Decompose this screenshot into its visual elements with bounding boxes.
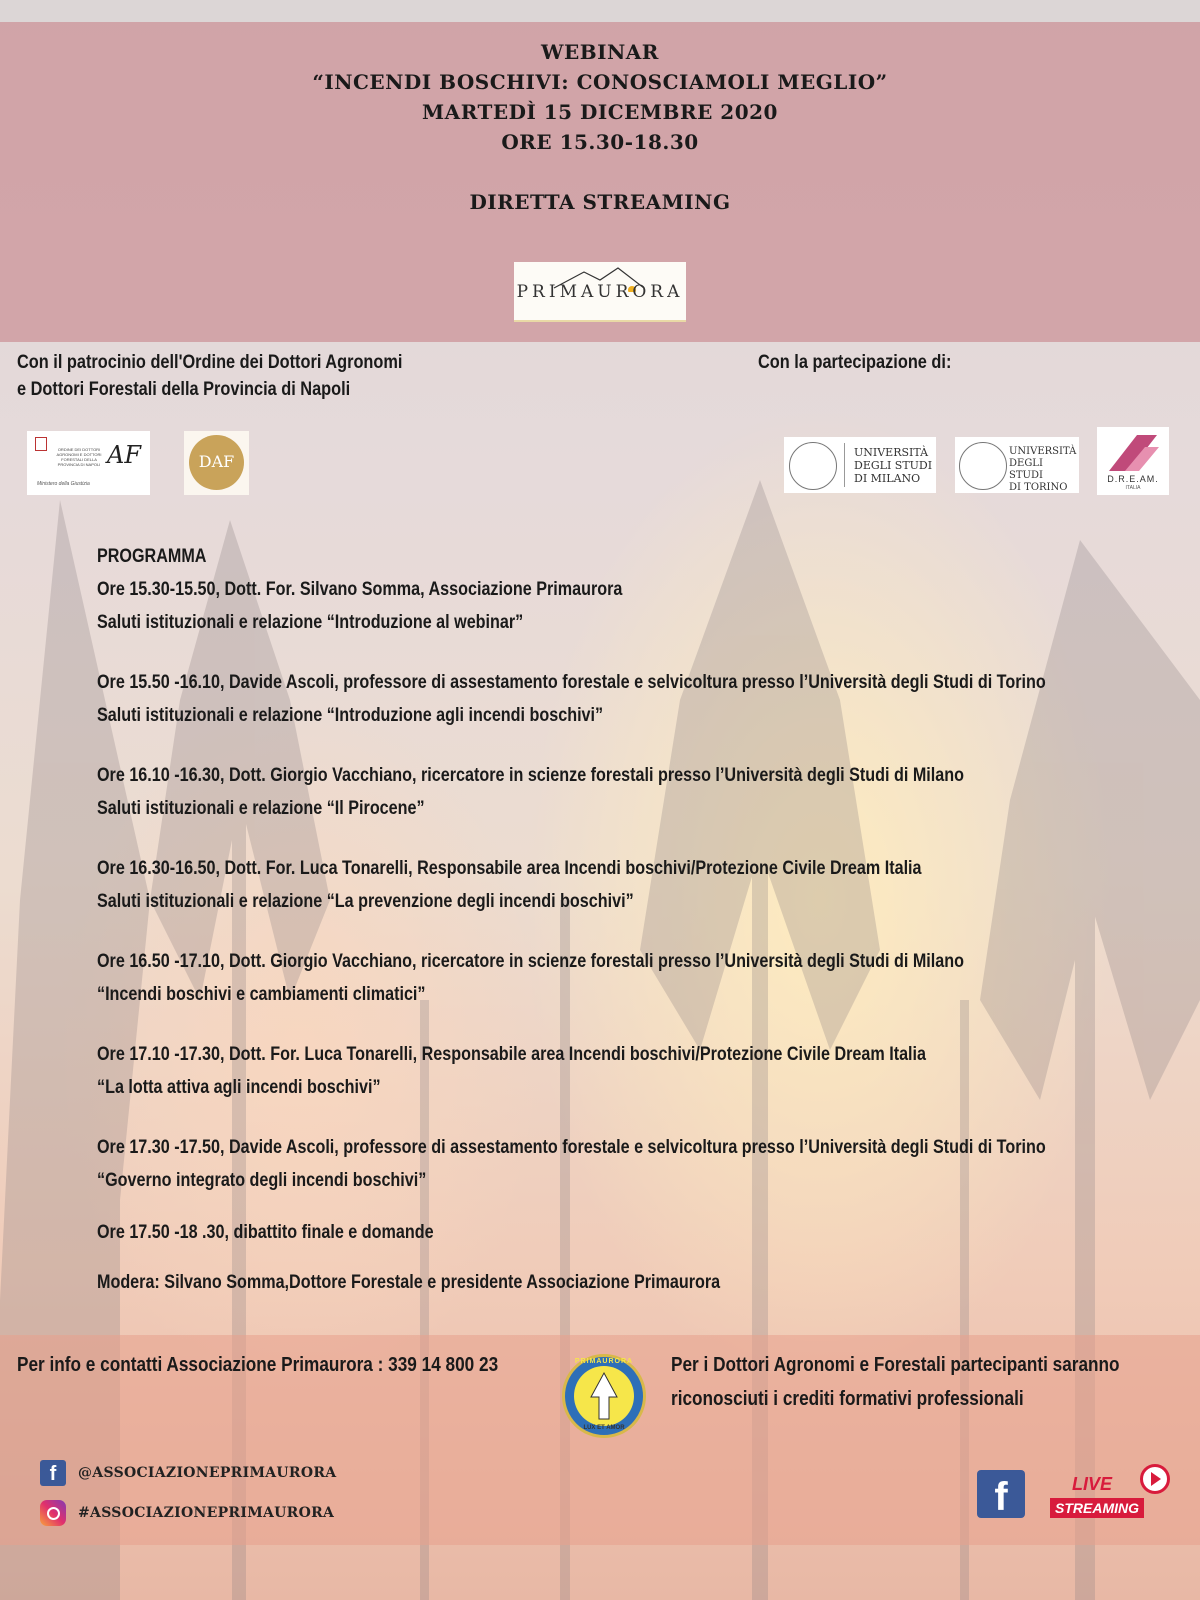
ordine-agronomi-logo-sub: Ministero della Giustizia <box>37 481 90 487</box>
unimi-seal-icon <box>789 442 837 490</box>
unimi-line3: DI MILANO <box>854 472 921 485</box>
program-item-2-line1: Ore 15.50 -16.10, Davide Ascoli, professore di assestamento forestale e selvicoltura presso l’Università degli Studi di Torino <box>97 672 1046 693</box>
dream-logo-sub: ITALIA <box>1125 485 1141 491</box>
badge-bottom-text: LUX ET AMOR <box>583 1425 625 1431</box>
program-item-6-line1: Ore 17.10 -17.30, Dott. For. Luca Tonarelli, Responsabile area Incendi boschivi/Protezione Civile Dream Italia <box>97 1044 927 1065</box>
program-item-5-line2: “Incendi boschivi e cambiamenti climatici” <box>97 984 426 1005</box>
unito-line3: DI TORINO <box>1009 482 1068 493</box>
unimi-line2: DEGLI STUDI <box>854 459 933 472</box>
participation-title: Con la partecipazione di: <box>758 352 952 373</box>
facebook-icon[interactable]: f <box>40 1460 66 1486</box>
program-item-1-line2: Saluti istituzionali e relazione “Introduzione al webinar” <box>97 612 524 633</box>
header-date: MARTEDÌ 15 DICEMBRE 2020 <box>422 100 778 124</box>
dream-logo <box>1097 427 1169 495</box>
unito-line2: DEGLI STUDI <box>1009 458 1043 481</box>
header-title: “INCENDI BOSCHIVI: CONOSCIAMOLI MEGLIO” <box>312 70 888 94</box>
unito-line1: UNIVERSITÀ <box>1009 446 1077 457</box>
program-item-3-line2: Saluti istituzionali e relazione “Il Pirocene” <box>97 798 425 819</box>
facebook-live-icon[interactable]: f <box>977 1470 1025 1518</box>
program-item-2-line2: Saluti istituzionali e relazione “Introduzione agli incendi boschivi” <box>97 705 604 726</box>
live-streaming-badge[interactable] <box>1050 1462 1166 1524</box>
streaming-label: STREAMING <box>1050 1498 1144 1518</box>
program-item-3-line1: Ore 16.10 -16.30, Dott. Giorgio Vacchiano, ricercatore in scienze forestali presso l’Università degli Studi di Milano <box>97 765 964 786</box>
program-final: Ore 17.50 -18 .30, dibattito finale e domande <box>97 1222 434 1243</box>
ordine-agronomi-logo-text: ORDINE DEI DOTTORI AGRONOMI E DOTTORI FORESTALI DELLA PROVINCIA DI NAPOLI <box>56 447 102 467</box>
daf-logo <box>184 431 249 495</box>
program-item-7-line1: Ore 17.30 -17.50, Davide Ascoli, professore di assestamento forestale e selvicoltura presso l’Università degli Studi di Torino <box>97 1137 1046 1158</box>
primaurora-logo-text: PRIMAURORA <box>516 282 684 302</box>
patronage-line2: e Dottori Forestali della Provincia di Napoli <box>17 379 351 400</box>
program-item-4-line2: Saluti istituzionali e relazione “La prevenzione degli incendi boschivi” <box>97 891 634 912</box>
contact-info: Per info e contatti Associazione Primaurora : 339 14 800 23 <box>17 1354 499 1376</box>
af-monogram: AF <box>107 441 141 469</box>
arrow-up-icon <box>565 1357 643 1435</box>
unito-seal-icon <box>959 442 1007 490</box>
unimi-line1: UNIVERSITÀ <box>854 446 929 459</box>
dream-logo-mark <box>1097 427 1169 475</box>
program-item-5-line1: Ore 16.50 -17.10, Dott. Giorgio Vacchiano, ricercatore in scienze forestali presso l’Università degli Studi di Milano <box>97 951 964 972</box>
program-title: PROGRAMMA <box>97 546 207 567</box>
credits-line1: Per i Dottori Agronomi e Forestali partecipanti saranno <box>671 1354 1120 1376</box>
program-item-1-line1: Ore 15.30-15.50, Dott. For. Silvano Somma, Associazione Primaurora <box>97 579 623 600</box>
credits-line2: riconosciuti i crediti formativi professionali <box>671 1388 1024 1410</box>
program-item-7-line2: “Governo integrato degli incendi boschivi” <box>97 1170 427 1191</box>
daf-logo-text: DAF <box>198 452 235 471</box>
badge-top-text: PRIMAURORA <box>574 1358 634 1365</box>
header-webinar: WEBINAR <box>541 40 659 64</box>
program-moderator: Modera: Silvano Somma,Dottore Forestale e presidente Associazione Primaurora <box>97 1272 721 1293</box>
unito-logo <box>955 437 1079 493</box>
header-streaming: DIRETTA STREAMING <box>469 190 731 214</box>
live-label: LIVE <box>1072 1474 1113 1494</box>
primaurora-logo <box>514 262 686 322</box>
ordine-agronomi-logo <box>27 431 150 495</box>
program-item-4-line1: Ore 16.30-16.50, Dott. For. Luca Tonarelli, Responsabile area Incendi boschivi/Protezione Civile Dream Italia <box>97 858 922 879</box>
patronage-line1: Con il patrocinio dell'Ordine dei Dottori Agronomi <box>17 352 403 373</box>
primaurora-badge <box>562 1354 646 1438</box>
emblem-icon <box>35 437 47 451</box>
dream-logo-text: D.R.E.AM. <box>1107 474 1159 484</box>
facebook-handle[interactable]: @ASSOCIAZIONEPRIMAURORA <box>78 1465 337 1481</box>
unimi-logo <box>784 437 936 493</box>
play-icon <box>1140 1464 1170 1494</box>
instagram-handle[interactable]: #ASSOCIAZIONEPRIMAURORA <box>78 1505 335 1521</box>
header-time: ORE 15.30-18.30 <box>501 130 699 154</box>
program-item-6-line2: “La lotta attiva agli incendi boschivi” <box>97 1077 381 1098</box>
instagram-icon[interactable] <box>40 1500 66 1526</box>
